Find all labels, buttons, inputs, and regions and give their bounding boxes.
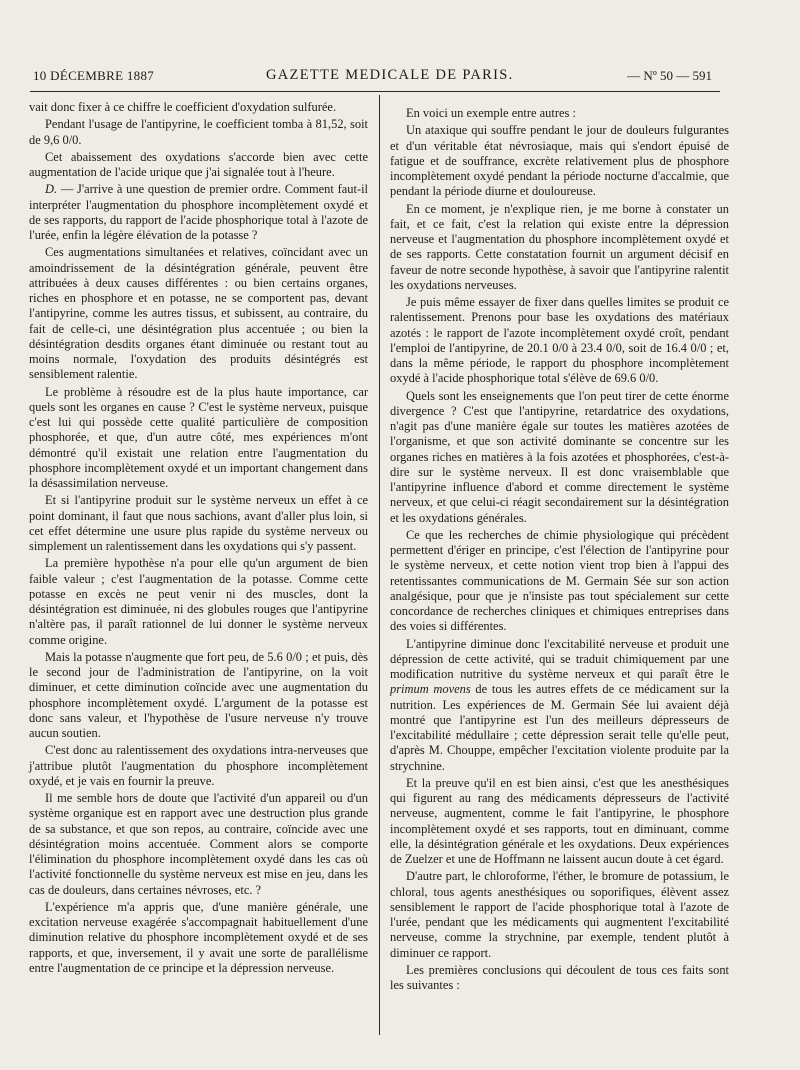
latin-phrase: primum movens — [390, 682, 471, 697]
paragraph: C'est donc au ralentissement des oxydations intra-nerveuses que j'attribue plutôt l'augmentation du phosphore incomplètement oxydé, et je vais en fournir la preuve. — [29, 743, 368, 788]
left-column — [29, 100, 368, 978]
paragraph: Pendant l'usage de l'antipyrine, le coefficient tomba à 81,52, soit de 9,6 0/0. — [29, 117, 368, 147]
paragraph: En voici un exemple entre autres : — [406, 106, 576, 120]
right-column — [390, 106, 729, 995]
paragraph: Ce que les recherches de chimie physiologique qui précèdent permettent d'ériger en principe, c'est l'élection de l'antipyrine pour le système nerveux, et cette notion vient trop bien à l'appui des retentissantes communications de M. Germain Sée sur son action analgésique, pour que je n'insiste pas tout spécialement sur cette concordance de recherches cliniques et chimiques entreprises dans des voies si différentes. — [390, 527, 729, 634]
paragraph: D'autre part, le chloroforme, l'éther, le bromure de potassium, le chloral, tous agents anesthésiques ou soporifiques, élèvent assez sensiblement le rapport de l'acide phosphorique total à l'azote de l'urée, pendant que les médicaments qui augmentent l'excitabilité nerveuse, comme la strychnine, par exemple, tendent plutôt à diminuer ce rapport. — [390, 869, 729, 960]
paragraph — [29, 182, 368, 243]
paragraph: L'expérience m'a appris que, d'une manière générale, une excitation nerveuse exagérée s'accompagnait habituellement d'une diminution relative du phosphore incomplètement oxydé et de ses rapports, et que, inversement, il y avait une sorte de parallélisme entre l'augmentation de ce principe et la dépression nerveuse. — [29, 899, 368, 975]
paragraph: Je puis même essayer de fixer dans quelles limites se produit ce ralentissement. Prenons pour base les oxydations des matériaux azotés : le rapport de l'azote incomplètement oxydé croît, pendant l'emploi de l'antipyrine, de 20.1 0/0 à 23.4 0/0, soit de 16.4 0/0 ; et, dans la même période, le rapport du phosphore incomplètement oxydé à l'acide phosphorique total s'élève de 69.6 0/0. — [390, 295, 729, 386]
paragraph: vait donc fixer à ce chiffre le coefficient d'oxydation sulfurée. — [29, 100, 337, 114]
paragraph-text: — J'arrive à une question de premier ordre. Comment faut-il interpréter l'augmentation du phosphore incomplètement oxydé et de ses rapports, du rapport de l'acide phosphorique total à l'azote de l'urée, enfin la légère élévation de la potasse ? — [29, 182, 368, 242]
journal-title: GAZETTE MEDICALE DE PARIS. — [266, 67, 514, 83]
paragraph: Il me semble hors de doute que l'activité d'un appareil ou d'un système organique est en rapport avec une destruction plus grande de sa substance, et que son repos, au contraire, coïncide avec une désintégration moins accentuée. Comment alors se comporte l'élimination du phosphore incomplètement oxydé dans les cas où l'activité fonctionnelle du système nerveux est mise en jeu, dans les cas de douleurs, dans certaines névroses, etc. ? — [29, 791, 368, 897]
paragraph: En ce moment, je n'explique rien, je me borne à constater un fait, et ce fait, c'est la relation qui existe entre la dépression nerveuse et l'augmentation du phosphore incomplètement oxydé et de ses rapports. Cette constatation fournit un argument décisif en faveur de notre seconde hypothèse, à savoir que l'antipyrine ralentit les oxydations nerveuses. — [390, 201, 729, 292]
paragraph: Mais la potasse n'augmente que fort peu, de 5.6 0/0 ; et puis, dès le second jour de l'administration de l'antipyrine, on la voit diminuer, et cette diminution coïncide avec une augmentation du phosphore incomplètement oxydé. L'argument de la potasse est donc sans valeur, et l'hypothèse de l'usure nerveuse n'y trouve aucun soutien. — [29, 649, 368, 740]
header-rule — [30, 91, 720, 92]
paragraph: Le problème à résoudre est de la plus haute importance, car quels sont les organes en cause ? C'est le système nerveux, puisque c'est lui qui possède cette qualité particulière de composition phosphorée, et que, d'un autre côté, mes expériences m'ont démontré qu'il existait une relation entre l'augmentation du phosphore incomplètement oxydé et un important changement dans la désassimilation nerveuse. — [29, 384, 368, 490]
issue-date: 10 DÉCEMBRE 1887 — [33, 68, 155, 83]
section-letter: D. — [45, 182, 58, 197]
paragraph: Les premières conclusions qui découlent de tous ces faits sont les suivantes : — [390, 962, 729, 992]
paragraph: Quels sont les enseignements que l'on peut tirer de cette énorme divergence ? C'est que l'antipyrine, retardatrice des oxydations, n'agit pas d'une manière égale sur toutes les matières azotées de l'organisme, et que son activité dominante se concentre sur les organes riches en matières à la fois azotées et phosphorées, c'est-à-dire sur le système nerveux. Il est donc vraisemblable que l'antipyrine influence d'abord et comme directement le système nerveux, et que celui-ci réagit secondairement sur la désintégration et les oxydations générales. — [390, 388, 729, 525]
paragraph: Et si l'antipyrine produit sur le système nerveux un effet à ce point dominant, il faut que nous sachions, avant d'aller plus loin, si cet effet détermine une usure plus rapide du système nerveux ou simplement un ralentissement dans les oxydations qui s'y passent. — [29, 493, 368, 553]
paragraph: Ces augmentations simultanées et relatives, coïncidant avec un amoindrissement de la désintégration générale, peuvent être attribuées à deux causes différentes : ou bien certains organes, riches en phosphore et en potasse, ne se comportent pas, devant l'antipyrine, comme les autres tissus, et subissent, au contraire, du fait de celle-ci, une désintégration plus accentuée ; ou bien la désintégration desdits organes étant diminuée ou restant tout au moins normale, l'oxydation des produits désintégrés est sensiblement ralentie. — [29, 245, 368, 382]
paragraph: Et la preuve qu'il en est bien ainsi, c'est que les anesthésiques qui figurent au rang des médicaments dépresseurs de l'activité nerveuse, augmentent, comme le fait l'antipyrine, le phosphore incomplètement oxydé et ses rapports, tout en diminuant, comme elle, la désintégration générale et les oxydations. Deux expériences de Zuelzer et une de Hoffmann ne laissent aucun doute à cet égard. — [390, 775, 729, 866]
paragraph-text: L'antipyrine diminue donc l'excitabilité nerveuse et produit une dépression de cette activité, qui se traduit chimiquement par une modification nutritive du système nerveux et qui paraît être le — [390, 636, 729, 681]
paragraph: Un ataxique qui souffre pendant le jour de douleurs fulgurantes et d'un véritable état névrosiaque, mais qui s'endort épuisé de fatigue et de souffrance, excrète relativement plus de phosphore incomplètement oxydé pendant la période nocturne d'accalmie, que pendant la période diurne et douloureuse. — [390, 123, 729, 199]
paragraph: Cet abaissement des oxydations s'accorde bien avec cette augmentation de l'acide urique que j'ai signalée tout à l'heure. — [29, 149, 368, 179]
paragraph: La première hypothèse n'a pour elle qu'un argument de bien faible valeur ; c'est l'augmentation de la potasse. Comme cette potasse en excès ne peut venir ni des muscles, dont la désintégration est diminuée, ni des globules rouges que l'antipyrine n'altère pas, il paraît rationnel de lui donner le système nerveux comme origine. — [29, 556, 368, 647]
column-divider — [379, 95, 380, 1035]
paragraph — [390, 637, 729, 774]
page-header — [30, 66, 720, 88]
issue-page-number: — Nº 50 — 591 — [627, 68, 712, 83]
paragraph-text: de tous les autres effets de ce médicament sur la nutrition. Les expériences de M. Germain Sée lui avaient déjà montré que l'antipyrine est l'un des meilleurs dépresseurs de l'excitabilité médullaire ; cette dépression serait telle qu'elle peut, d'après M. Chouppe, empêcher l'excitation violente produite par la strychnine. — [390, 682, 729, 773]
